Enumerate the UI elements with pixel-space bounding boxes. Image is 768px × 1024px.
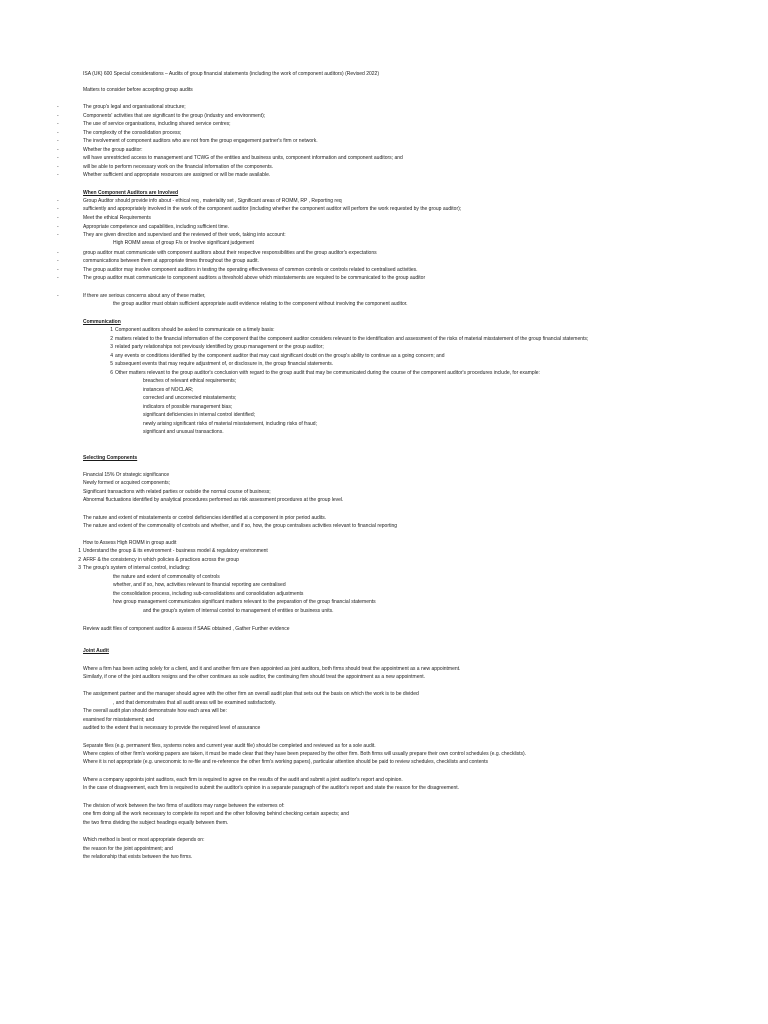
list-item: Whether the group auditor: (83, 147, 143, 153)
list-subitem: significant deficiencies in internal control identified; (143, 412, 256, 418)
list-item: The involvement of component auditors who are not from the group engagement partner's firm or network. (83, 138, 318, 144)
matters-heading: Matters to consider before accepting group audits (83, 87, 193, 93)
paragraph-line: Where copies of other firm's working papers are taken, it must be made clear that they have been prepared by the other firm. Both firms will usually prepare their own control schedules (e.g. checklists). (83, 751, 527, 757)
bullet-marker: - (57, 147, 59, 153)
list-subitem: indicators of possible management bias; (143, 404, 233, 410)
list-item: group auditor must communicate with component auditors about their respective responsibilities and the group auditor's expectations (83, 250, 377, 256)
paragraph-line: Abnormal fluctuations identified by analytical procedures performed as risk assessment procedures at the group level. (83, 497, 344, 503)
list-subitem: newly arising significant risks of material misstatement, including risks of fraud; (143, 421, 317, 427)
list-subitem: and the group's system of internal control to management of entities or business units. (143, 608, 334, 614)
paragraph-line: , and that demonstrates that all audit areas will be examined satisfactorily. (113, 700, 277, 706)
concerns-line: If there are serious concerns about any of these matter, (83, 293, 206, 299)
list-item: The complexity of the consolidation process; (83, 130, 182, 136)
bullet-marker: - (57, 121, 59, 127)
paragraph-line: Significant transactions with related parties or outside the normal course of business; (83, 489, 271, 495)
bullet-marker: - (57, 164, 59, 170)
paragraph-line: The overall audit plan should demonstrate how each area will be: (83, 708, 227, 714)
bullet-marker: - (57, 155, 59, 161)
section-heading-communication: Communication (83, 319, 121, 325)
bullet-marker: - (57, 267, 59, 273)
list-subitem: significant and unusual transactions. (143, 429, 224, 435)
list-item: will have unrestricted access to management and TCWG of the entities and business units, component information and component auditors; and (83, 155, 403, 161)
subheading: How to Assess High ROMM in group audit (83, 540, 177, 546)
paragraph-line: the relationship that exists between the two firms. (83, 854, 193, 860)
paragraph-line: Where a firm has been acting solely for a client, and it and another firm are then appointed as joint auditors, both firms should treat the appointment as a new appointment. (83, 666, 461, 672)
paragraph-line: examined for misstatement; and (83, 717, 155, 723)
paragraph-line: In the case of disagreement, each firm is required to submit the auditor's opinion in a separate paragraph of the auditor's report and state the reason for the disagreement. (83, 785, 460, 791)
list-item: The group's legal and organisational structure; (83, 104, 186, 110)
list-item: They are given direction and supervised and the reviewed of their work, taking into account: (83, 232, 286, 238)
numbered-item: 1 Understand the group & its environment - business model & regulatory environment (78, 548, 268, 554)
list-subitem: instances of NOCLAR; (143, 387, 194, 393)
list-item: Whether sufficient and appropriate resources are assigned or will be made available. (83, 172, 271, 178)
paragraph-line: one firm doing all the work necessary to complete its report and the other following behind checking certain aspects; and (83, 811, 349, 817)
paragraph-line: Financial 15% Or strategic significance (83, 472, 170, 478)
numbered-item: 5 subsequent events that may require adjustment of, or disclosure in, the group financial statements. (110, 361, 334, 367)
section-heading-joint-audit: Joint Audit (83, 648, 109, 654)
numbered-item: 2 matters related to the financial information of the component that the component auditor considers relevant to the identification and assessment of the risks of material misstatement of the group financial statements; (110, 336, 589, 342)
section-heading-component-auditors: When Component Auditors are Involved (83, 190, 179, 196)
document-title: ISA (UK) 600 Special considerations – Audits of group financial statements (including the work of component auditors) (Revised 2022) (83, 71, 379, 77)
numbered-item: 4 any events or conditions identified by the component auditor that may cast significant doubt on the group's ability to continue as a going concern; and (110, 353, 445, 359)
numbered-item: 2 AFRF & the consistency in which policies & practices across the group (78, 557, 239, 563)
list-subitem: corrected and uncorrected misstatements; (143, 395, 237, 401)
list-item: Meet the ethical Requirements (83, 215, 151, 221)
paragraph-line: audited to the extent that is necessary to provide the required level of assurance (83, 725, 261, 731)
paragraph-line: the two firms dividing the subject headings equally between them. (83, 820, 229, 826)
list-item: The group auditor must communicate to component auditors a threshold above which misstatements are required to be communicated to the group auditor (83, 275, 426, 281)
bullet-marker: - (57, 250, 59, 256)
paragraph-line: the reason for the joint appointment; and (83, 846, 173, 852)
section-heading-selecting-components: Selecting Components (83, 455, 138, 461)
list-item: communications between them at appropriate times throughout the group audit. (83, 258, 259, 264)
bullet-marker: - (57, 293, 59, 299)
bullet-marker: - (57, 138, 59, 144)
list-item: The group auditor may involve component auditors in testing the operating effectiveness of common controls or controls related to centralised activities. (83, 267, 418, 273)
list-item: Appropriate competence and capabilities, including sufficient time. (83, 224, 230, 230)
list-subitem: how group management communicates significant matters relevant to the preparation of the group financial statements (113, 599, 376, 605)
bullet-marker: - (57, 130, 59, 136)
paragraph-line: Newly formed or acquired components; (83, 480, 170, 486)
paragraph-line: Separate files (e.g. permanent files, systems notes and current year audit file) should be completed and reviewed as for a sole audit. (83, 743, 376, 749)
list-item: Group Auditor should provide info about - ethical req , materiality set , Significant areas of ROMM, RP , Reporting req (83, 198, 342, 204)
list-subitem: breaches of relevant ethical requirements; (143, 378, 237, 384)
list-item: sufficiently and appropriately involved in the work of the component auditor (including whether the component auditor will perform the work requested by the group auditor); (83, 206, 462, 212)
bullet-marker: - (57, 206, 59, 212)
paragraph-line: Where it is not appropriate (e.g. uneconomic to re-file and re-reference the other firm's working papers), particular attention should be paid to review schedules, checklists and contents (83, 759, 489, 765)
numbered-item: 3 related party relationships not previously identified by group management or the group auditor; (110, 344, 324, 350)
paragraph-line: The assignment partner and the manager should agree with the other firm an overall audit plan that sets out the basis on which the work is to be divided (83, 691, 419, 697)
bullet-marker: - (57, 172, 59, 178)
numbered-item: 3 The group's system of internal control, including: (78, 565, 191, 571)
numbered-item: 1 Component auditors should be asked to communicate on a timely basis: (110, 327, 275, 333)
bullet-marker: - (57, 275, 59, 281)
paragraph-line: The nature and extent of the commonality of controls and whether, and if so, how, the group centralises activities relevant to financial reporting (83, 523, 398, 529)
paragraph-line: Where a company appoints joint auditors, each firm is required to agree on the results of the audit and submit a joint auditor's report and opinion. (83, 777, 403, 783)
bullet-marker: - (57, 104, 59, 110)
list-subitem: the nature and extent of commonality of controls (113, 574, 220, 580)
bullet-marker: - (57, 232, 59, 238)
paragraph-line: Which method is best or most appropriate depends on: (83, 837, 205, 843)
list-item: The use of service organisations, including shared service centres; (83, 121, 231, 127)
list-item: will be able to perform necessary work on the financial information of the components. (83, 164, 274, 170)
bullet-marker: - (57, 224, 59, 230)
numbered-item: 6 Other matters relevant to the group auditor's conclusion with regard to the group audit that may be communicated during the course of the component auditor's procedures include, for example: (110, 370, 540, 376)
bullet-marker: - (57, 113, 59, 119)
list-item: Components' activities that are significant to the group (industry and environment); (83, 113, 266, 119)
paragraph-line: Review audit files of component auditor & assess if SAAE obtained , Gather Further evidence (83, 626, 290, 632)
paragraph-line: Similarly, if one of the joint auditors resigns and the other continues as sole auditor, the continuing firm should treat the appointment as a new appointment. (83, 674, 426, 680)
list-subitem: the consolidation process, including sub-consolidations and consolidation adjustments (113, 591, 304, 597)
list-subitem: High ROMM areas of group F/s or Involve significant judgement (113, 240, 254, 246)
list-subitem: whether, and if so, how, activities relevant to financial reporting are centralised (113, 582, 286, 588)
paragraph-line: The nature and extent of misstatements or control deficiencies identified at a component in prior period audits. (83, 515, 327, 521)
paragraph-line: The division of work between the two firms of auditors may range between the extremes of: (83, 803, 285, 809)
concerns-line: the group auditor must obtain sufficient appropriate audit evidence relating to the component without involving the component auditor. (113, 301, 408, 307)
bullet-marker: - (57, 258, 59, 264)
bullet-marker: - (57, 198, 59, 204)
bullet-marker: - (57, 215, 59, 221)
